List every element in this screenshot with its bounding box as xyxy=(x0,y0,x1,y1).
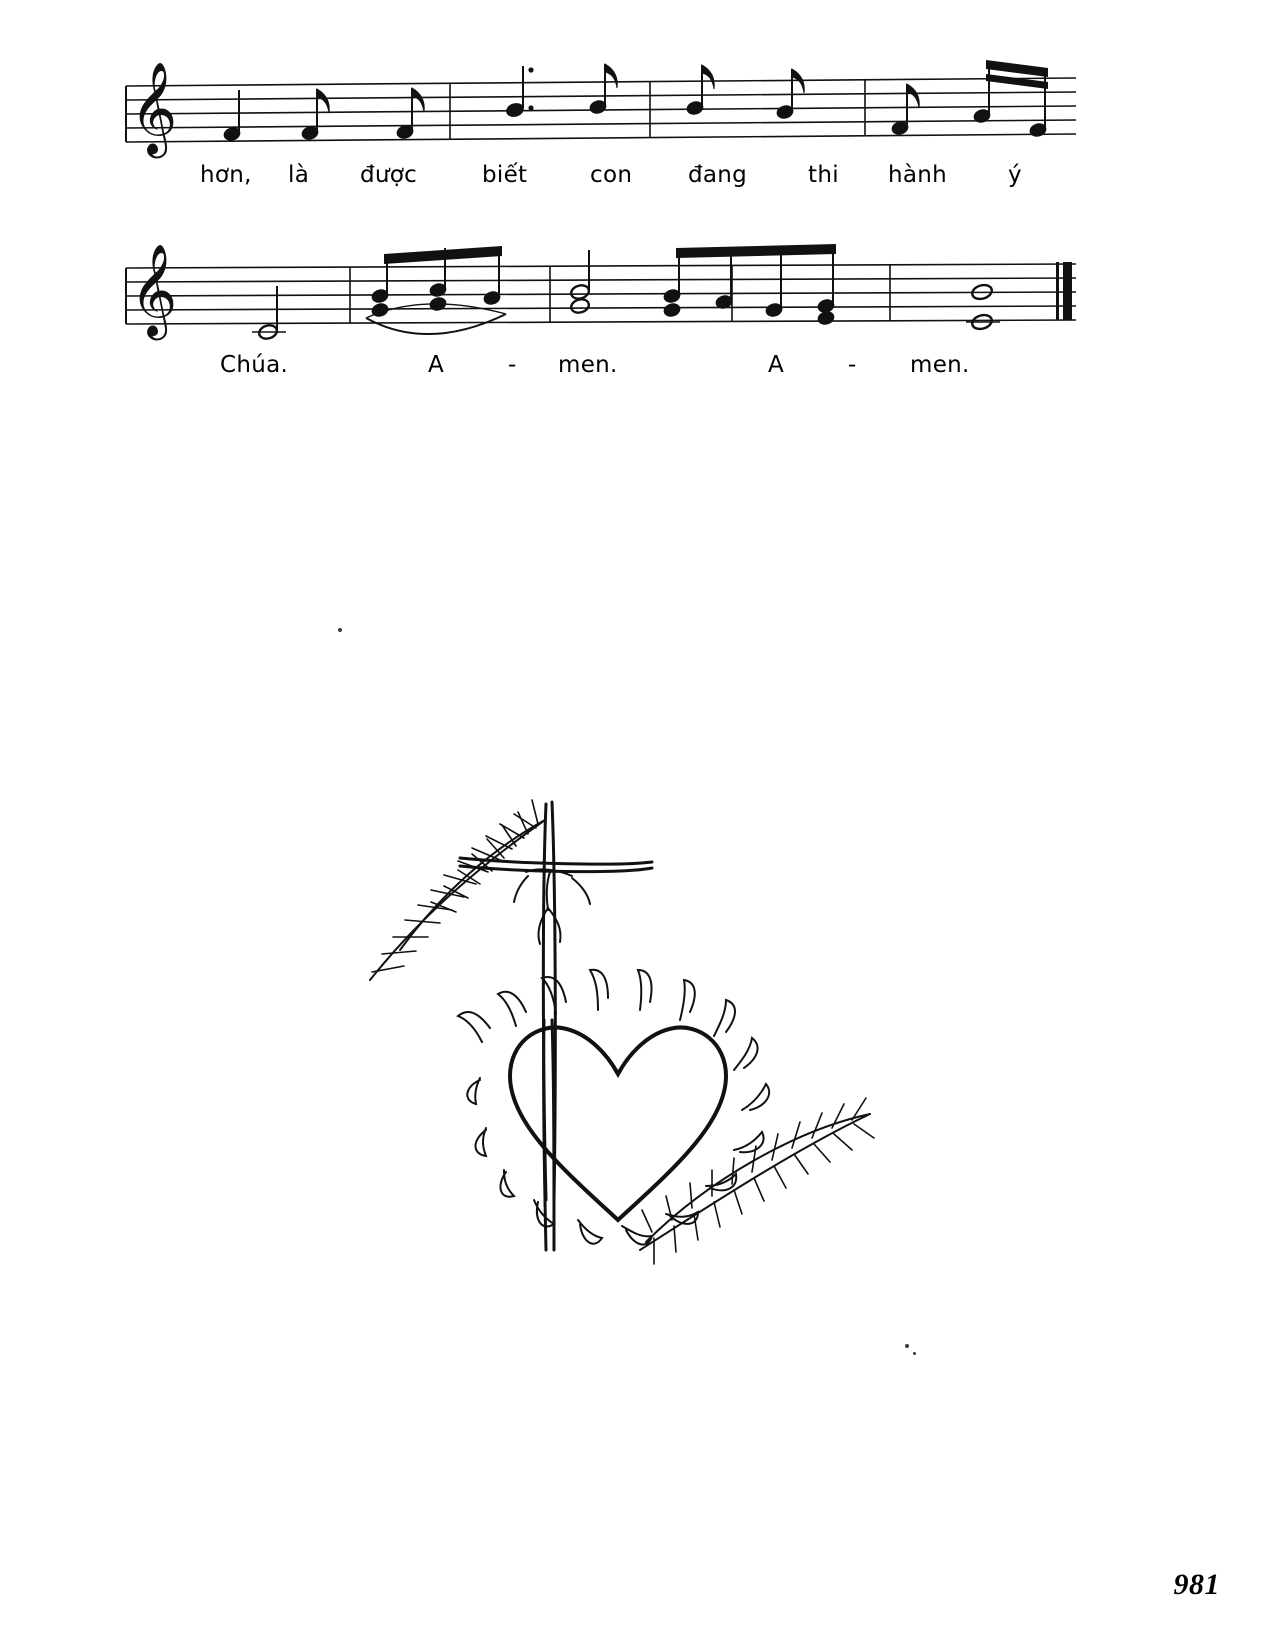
palm-frond-right xyxy=(640,1098,874,1264)
lyric-word: được xyxy=(360,162,418,188)
lyric-word: men. xyxy=(910,352,970,378)
lyric-word: ý xyxy=(1008,162,1022,188)
stray-ink-dot-lower-a xyxy=(905,1344,909,1348)
cross xyxy=(460,802,652,1200)
lyric-word: hơn, xyxy=(200,162,252,188)
sacred-heart-illustration xyxy=(340,780,900,1300)
staff-1 xyxy=(120,50,1080,160)
lyric-hyphen: - xyxy=(848,352,857,378)
crucifix-corpus xyxy=(514,869,590,944)
lyric-word: A xyxy=(428,352,445,378)
treble-clef-icon xyxy=(130,243,177,340)
staff-2 xyxy=(120,240,1080,350)
page-number: 981 xyxy=(1173,1568,1220,1601)
music-system-2 xyxy=(120,240,1080,392)
lyric-word: Chúa. xyxy=(220,352,289,378)
svg-text:𝄞: 𝄞 xyxy=(130,61,178,155)
treble-clef-icon xyxy=(130,61,177,158)
lyric-line-1 xyxy=(120,162,1080,202)
final-barline xyxy=(1056,262,1072,320)
heart-flames xyxy=(458,970,769,1245)
stray-ink-dot-upper xyxy=(338,628,342,632)
lyric-word: thi xyxy=(808,162,839,188)
lyric-word: A xyxy=(768,352,785,378)
svg-text:𝄞: 𝄞 xyxy=(130,243,178,337)
lyric-word: đang xyxy=(688,162,748,188)
lyric-word: là xyxy=(288,162,310,188)
lyric-line-2 xyxy=(120,352,1080,392)
cross-shaft-front xyxy=(544,1020,554,1250)
lyric-word: hành xyxy=(888,162,948,188)
lyric-word: men. xyxy=(558,352,618,378)
lyric-word: con xyxy=(590,162,633,188)
lyric-word: biết xyxy=(482,162,528,188)
music-system-1 xyxy=(120,50,1080,202)
stray-ink-dot-lower-b xyxy=(913,1352,916,1355)
lyric-hyphen: - xyxy=(508,352,517,378)
